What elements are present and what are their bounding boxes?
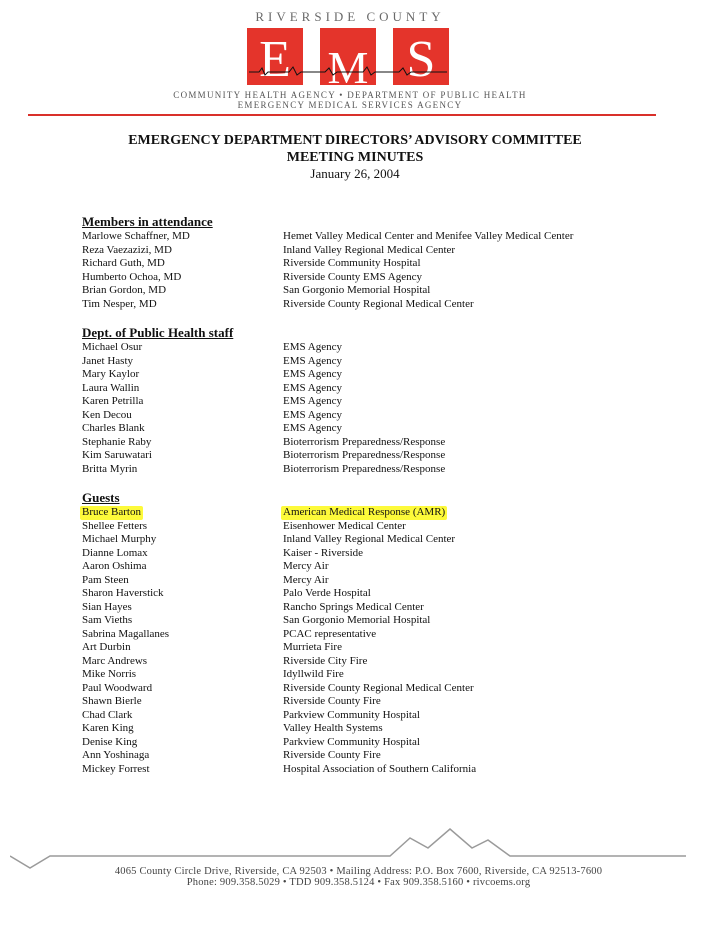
organization-name: Hospital Association of Southern California <box>283 762 477 775</box>
list-item <box>82 409 682 423</box>
person-name: Art Durbin <box>82 641 131 653</box>
organization-name: EMS Agency <box>283 422 342 434</box>
organization-name: EMS Agency <box>283 341 342 353</box>
list-item <box>82 341 682 355</box>
logo-block-s <box>393 28 449 88</box>
header-divider <box>28 114 656 116</box>
organization-name: EMS Agency <box>283 368 342 380</box>
list-item <box>82 506 682 520</box>
person-name: Brian Gordon, MD <box>82 284 167 296</box>
organization-name: Idyllwild Fire <box>283 668 344 680</box>
list-item <box>82 257 682 271</box>
members-heading: Members in attendance <box>82 214 213 229</box>
document-title: EMERGENCY DEPARTMENT DIRECTORS’ ADVISORY COMMITTEE <box>128 133 582 148</box>
list-item <box>82 449 682 463</box>
list-item <box>82 395 682 409</box>
list-item <box>82 628 682 642</box>
list-item <box>82 749 682 763</box>
person-name: Reza Vaezazizi, MD <box>82 243 172 256</box>
list-item <box>82 614 682 628</box>
person-name: Richard Guth, MD <box>82 257 165 269</box>
person-name: Stephanie Raby <box>82 435 152 448</box>
organization-name: EMS Agency <box>283 408 342 421</box>
organization-name: Bioterrorism Preparedness/Response <box>283 449 446 461</box>
person-name: Aaron Oshima <box>82 560 147 572</box>
person-name: Bruce Barton <box>82 506 141 518</box>
list-item <box>82 655 682 669</box>
person-name: Tim Nesper, MD <box>82 297 157 310</box>
organization-name: PCAC representative <box>283 627 377 640</box>
organization-name: Hemet Valley Medical Center and Menifee Valley Medical Center <box>283 230 574 242</box>
person-name: Karen King <box>82 722 134 734</box>
list-item <box>82 533 682 547</box>
organization-name: San Gorgonio Memorial Hospital <box>283 284 431 296</box>
person-name: Dianne Lomax <box>82 546 148 559</box>
footer-contact: Phone: 909.358.5029 • TDD 909.358.5124 • Fax 909.358.5160 • rivcoems.org <box>186 877 531 888</box>
organization-name: Parkview Community Hospital <box>283 708 420 721</box>
logo-block-e <box>247 28 303 88</box>
document-subtitle: MEETING MINUTES <box>286 150 424 165</box>
list-item <box>82 382 682 396</box>
list-item <box>82 736 682 750</box>
list-item <box>82 271 682 285</box>
person-name: Shellee Fetters <box>82 519 148 532</box>
organization-name: San Gorgonio Memorial Hospital <box>283 614 431 626</box>
list-item <box>82 284 682 298</box>
person-name: Shawn Bierle <box>82 695 142 707</box>
organization-name: Valley Health Systems <box>283 722 383 734</box>
list-item <box>82 230 682 244</box>
organization-name: EMS Agency <box>283 395 342 407</box>
organization-name: Palo Verde Hospital <box>283 587 371 599</box>
organization-name: Rancho Springs Medical Center <box>283 600 424 613</box>
organization-name: Riverside County EMS Agency <box>283 270 423 283</box>
organization-name: Eisenhower Medical Center <box>283 519 406 532</box>
guests-heading: Guests <box>82 490 120 505</box>
organization-name: Riverside Community Hospital <box>283 257 421 269</box>
organization-name: Kaiser - Riverside <box>283 546 364 559</box>
list-item <box>82 709 682 723</box>
organization-name: Mercy Air <box>283 573 329 586</box>
organization-name: Riverside County Fire <box>283 749 381 761</box>
organization-name: Mercy Air <box>283 560 329 572</box>
person-name: Britta Myrin <box>82 462 138 475</box>
list-item <box>82 547 682 561</box>
list-item <box>82 587 682 601</box>
list-item <box>82 763 682 777</box>
county-name: RIVERSIDE COUNTY <box>255 9 445 24</box>
person-name: Humberto Ochoa, MD <box>82 270 182 283</box>
person-name: Karen Petrilla <box>82 395 144 407</box>
meeting-date: January 26, 2004 <box>310 166 400 181</box>
person-name: Mike Norris <box>82 668 137 680</box>
person-name: Pam Steen <box>82 573 129 586</box>
person-name: Kim Saruwatari <box>82 449 152 461</box>
organization-name: Riverside City Fire <box>283 654 368 667</box>
organization-name: Riverside County Fire <box>283 695 381 707</box>
list-item <box>82 422 682 436</box>
person-name: Chad Clark <box>82 708 133 721</box>
agency-line-1: COMMUNITY HEALTH AGENCY • DEPARTMENT OF PUBLIC HEALTH <box>173 90 527 100</box>
list-item <box>82 641 682 655</box>
person-name: Marlowe Schaffner, MD <box>82 230 190 242</box>
person-name: Paul Woodward <box>82 681 153 694</box>
person-name: Mickey Forrest <box>82 762 150 775</box>
logo-letter-m: M <box>327 42 369 93</box>
list-item <box>82 722 682 736</box>
list-item <box>82 355 682 369</box>
person-name: Michael Osur <box>82 341 143 353</box>
organization-name: Murrieta Fire <box>283 641 342 653</box>
organization-name: Inland Valley Regional Medical Center <box>283 533 456 545</box>
person-name: Ann Yoshinaga <box>82 749 150 761</box>
staff-heading: Dept. of Public Health staff <box>82 325 234 340</box>
person-name: Sabrina Magallanes <box>82 627 170 640</box>
logo-letter-s: S <box>406 31 436 88</box>
list-item <box>82 463 682 477</box>
agency-line-2: EMERGENCY MEDICAL SERVICES AGENCY <box>237 100 463 110</box>
person-name: Janet Hasty <box>82 354 134 367</box>
person-name: Sian Hayes <box>82 600 132 613</box>
list-item <box>82 436 682 450</box>
organization-name: Bioterrorism Preparedness/Response <box>283 462 446 475</box>
list-item <box>82 244 682 258</box>
list-item <box>82 560 682 574</box>
heartbeat-line-icon <box>249 66 447 76</box>
organization-name: Bioterrorism Preparedness/Response <box>283 435 446 448</box>
person-name: Marc Andrews <box>82 654 148 667</box>
list-item <box>82 695 682 709</box>
person-name: Charles Blank <box>82 422 145 434</box>
list-item <box>82 601 682 615</box>
person-name: Laura Wallin <box>82 381 140 394</box>
person-name: Denise King <box>82 735 138 748</box>
person-name: Sam Vieths <box>82 614 133 626</box>
logo-block-m <box>320 28 376 93</box>
list-item <box>82 682 682 696</box>
ems-logo <box>247 28 449 93</box>
organization-name: Inland Valley Regional Medical Center <box>283 243 456 256</box>
logo-letter-e: E <box>259 31 291 88</box>
list-item <box>82 368 682 382</box>
person-name: Mary Kaylor <box>82 368 140 380</box>
footer-address: 4065 County Circle Drive, Riverside, CA 92503 • Mailing Address: P.O. Box 7600, Riverside, CA 92513-7600 <box>114 866 603 877</box>
organization-name: Riverside County Regional Medical Center <box>283 681 474 694</box>
organization-name: EMS Agency <box>283 381 342 394</box>
person-name: Michael Murphy <box>82 533 157 545</box>
person-name: Ken Decou <box>82 408 132 421</box>
organization-name: American Medical Response (AMR) <box>283 506 446 518</box>
organization-name: Parkview Community Hospital <box>283 735 420 748</box>
list-item <box>82 574 682 588</box>
organization-name: Riverside County Regional Medical Center <box>283 297 474 310</box>
list-item <box>82 520 682 534</box>
person-name: Sharon Haverstick <box>82 587 164 599</box>
organization-name: EMS Agency <box>283 354 342 367</box>
list-item <box>82 298 682 312</box>
list-item <box>82 668 682 682</box>
